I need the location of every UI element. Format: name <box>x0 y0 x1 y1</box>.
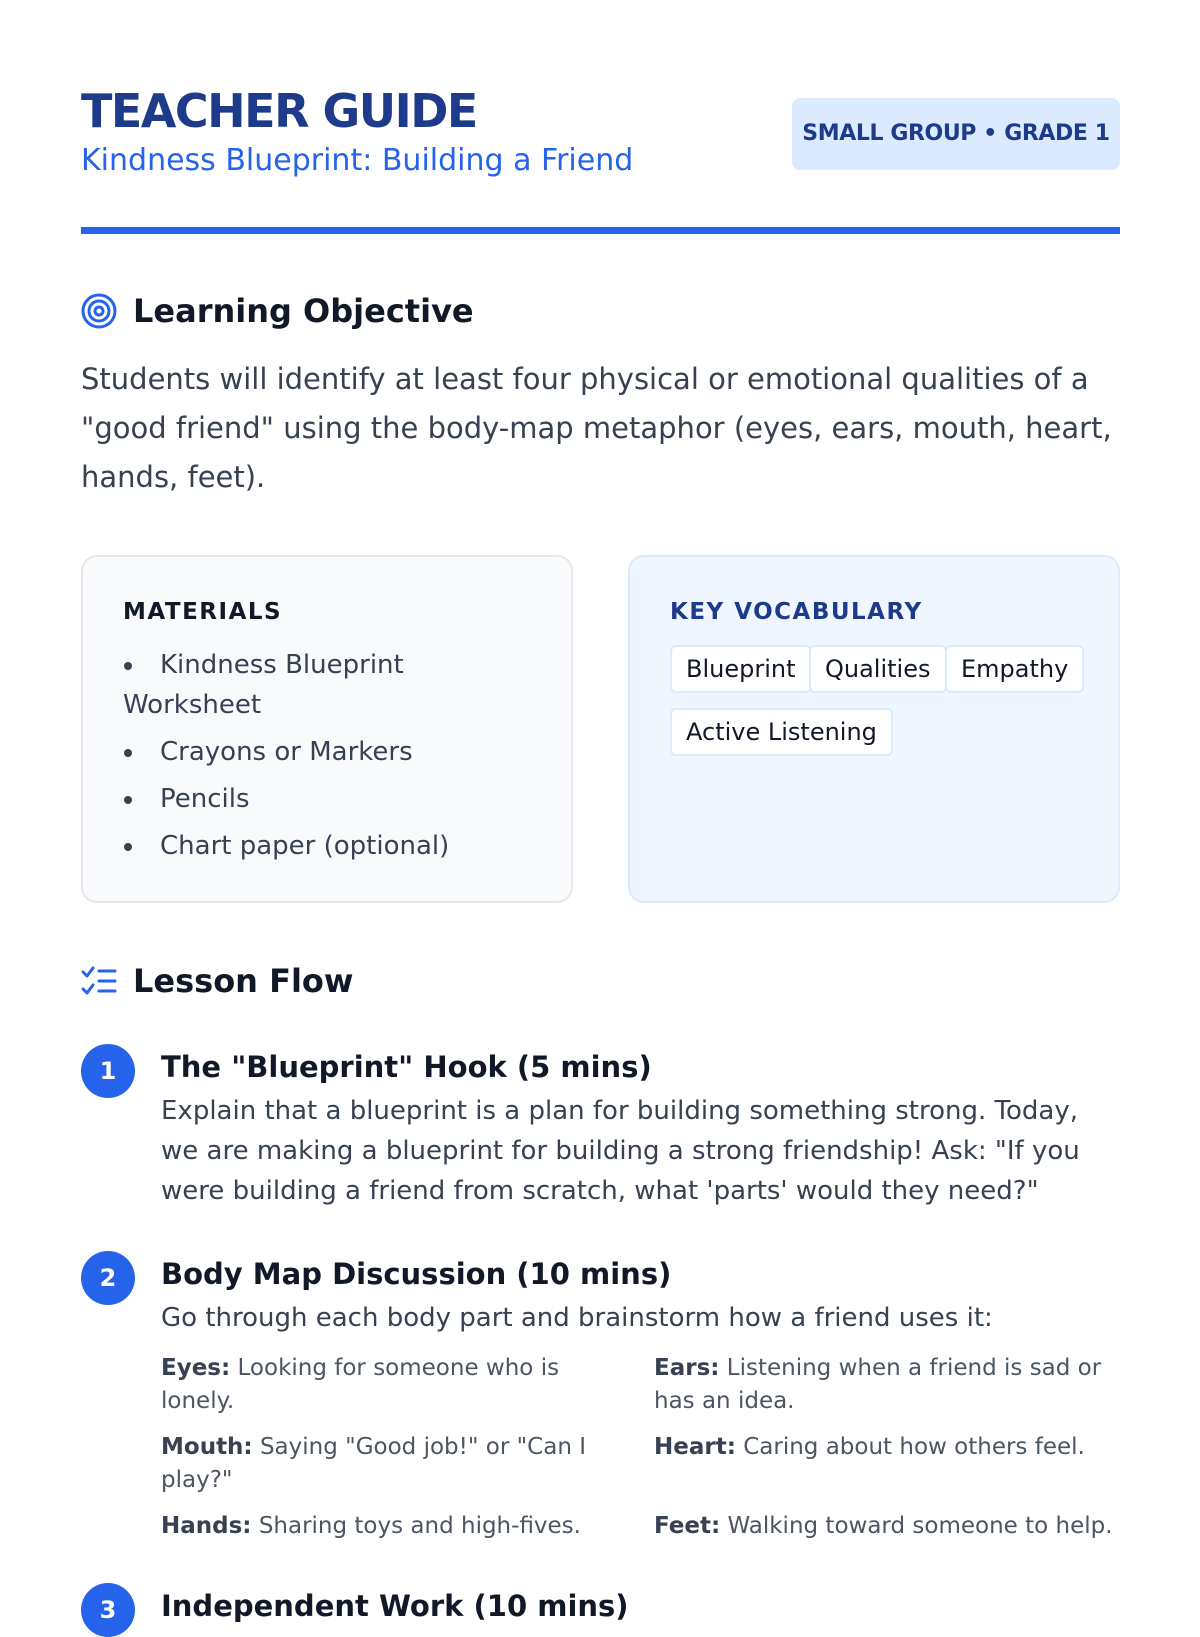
lesson-flow-heading-label: Lesson Flow <box>133 962 354 1000</box>
step-3-title: Independent Work (10 mins) <box>161 1589 629 1623</box>
checklist-icon <box>81 965 117 997</box>
body-part-feet: Feet: Walking toward someone to help. <box>654 1513 1113 1539</box>
vocab-chip-qualities: Qualities <box>809 645 947 693</box>
step-1-title: The "Blueprint" Hook (5 mins) <box>161 1050 652 1084</box>
page-title: TEACHER GUIDE <box>81 84 477 138</box>
bullet-icon <box>123 732 160 772</box>
vocab-chip-active-listening: Active Listening <box>670 708 893 756</box>
vocab-chip-empathy: Empathy <box>945 645 1084 693</box>
body-part-mouth: Mouth: Saying "Good job!" or "Can I play?" <box>161 1434 587 1493</box>
body-part-hands: Hands: Sharing toys and high-fives. <box>161 1513 581 1539</box>
bullet-icon <box>123 826 160 866</box>
lesson-flow-heading <box>81 961 353 1001</box>
body-part-ears: Ears: Listening when a friend is sad or has an idea. <box>654 1355 1102 1414</box>
step-1-body: Explain that a blueprint is a plan for building something strong. Today, we are making a blueprint for building a strong friendship! Ask: "If you were building a friend from scratch, what 'parts' would they need?" <box>161 1096 1080 1206</box>
group-grade-badge: SMALL GROUP • GRADE 1 <box>792 98 1120 170</box>
materials-list <box>123 645 453 873</box>
list-item: Crayons or Markers <box>123 732 453 772</box>
step-number-1: 1 <box>81 1044 135 1098</box>
objective-heading <box>81 291 474 331</box>
materials-card <box>81 555 573 903</box>
step-number-3: 3 <box>81 1583 135 1637</box>
materials-title: MATERIALS <box>123 599 283 625</box>
vocabulary-title: KEY VOCABULARY <box>670 599 923 625</box>
step-2-title: Body Map Discussion (10 mins) <box>161 1257 672 1291</box>
objective-heading-label: Learning Objective <box>133 292 474 330</box>
list-item: Kindness Blueprint Worksheet <box>123 645 453 725</box>
step-number-2: 2 <box>81 1251 135 1305</box>
header-divider <box>81 227 1120 234</box>
list-item: Pencils <box>123 779 453 819</box>
body-part-eyes: Eyes: Looking for someone who is lonely. <box>161 1355 560 1414</box>
body-part-heart: Heart: Caring about how others feel. <box>654 1434 1085 1460</box>
page-subtitle: Kindness Blueprint: Building a Friend <box>81 143 634 178</box>
bullet-icon <box>123 645 160 685</box>
bullet-icon <box>123 779 160 819</box>
vocabulary-card <box>628 555 1120 903</box>
step-2-body: Go through each body part and brainstorm how a friend uses it: <box>161 1303 993 1333</box>
page-header <box>81 85 1120 185</box>
list-item: Chart paper (optional) <box>123 826 453 866</box>
objective-text: Students will identify at least four physical or emotional qualities of a "good friend" using the body-map metaphor (eyes, ears, mouth, heart, hands, feet). <box>81 362 1112 494</box>
vocab-chip-blueprint: Blueprint <box>670 645 812 693</box>
target-icon <box>81 293 117 329</box>
